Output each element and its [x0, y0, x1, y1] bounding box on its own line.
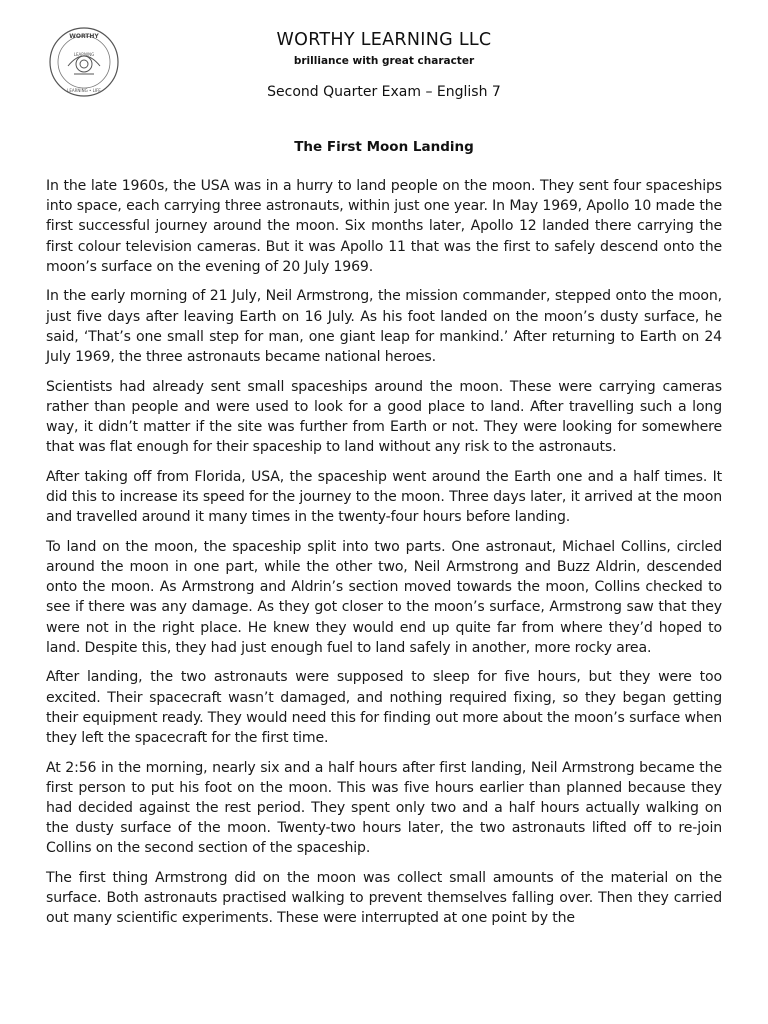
paragraph: Scientists had already sent small spaceships around the moon. These were carrying cameras rather than people and were used to look for a good place to land. After travelling such a long way, it didn’t matter if the site was further from Earth or not. They were looking for somewhere that was flat enough for their spaceship to land without any risk to the astronauts.	[46, 378, 722, 456]
exam-title: Second Quarter Exam – English 7	[267, 84, 501, 100]
paragraph: The first thing Armstrong did on the moon was collect small amounts of the material on the surface. Both astronauts practised walking to prevent themselves falling over. Then they carried out many scientific experiments. These were interrupted at one point by the	[46, 870, 722, 927]
organization-name: WORTHY LEARNING LLC	[276, 30, 492, 50]
paragraph: After taking off from Florida, USA, the spaceship went around the Earth one and a half times. It did this to increase its speed for the journey to the moon. Three days later, it arrived at the moon and travelled around it many times in the twenty-four hours before landing.	[46, 468, 722, 526]
paragraph: In the late 1960s, the USA was in a hurry to land people on the moon. They sent four spaceships into space, each carrying three astronauts, within just one year. In May 1969, Apollo 10 made the first successful journey around the moon. Six months later, Apollo 12 landed there carrying the first colour television cameras. But it was Apollo 11 that was the first to safely descend onto the moon’s surface on the evening of 20 July 1969.	[46, 178, 722, 275]
paragraph: To land on the moon, the spaceship split into two parts. One astronaut, Michael Collins, circled around the moon in one part, while the other two, Neil Armstrong and Buzz Aldrin, descended onto the moon. As Armstrong and Aldrin’s section moved towards the moon, Collins checked to see if there was any damage. As they got closer to the moon’s surface, Armstrong saw that they were not in the right place. He knew they would end up quite far from where they’d hoped to land. Despite this, they had just enough fuel to land safely in another, more rocky area.	[46, 538, 722, 656]
article-title: The First Moon Landing	[294, 139, 474, 155]
logo-text-mid: LEARNING	[73, 52, 95, 57]
paragraph: At 2:56 in the morning, nearly six and a half hours after first landing, Neil Armstrong became the first person to put his foot on the moon. This was five hours earlier than planned because they had decided against the rest period. They spent only two and a half hours actually walking on the dusty surface of the moon. Twenty-two hours later, the two astronauts lifted off to re-join Collins on the second section of the spaceship.	[46, 759, 722, 857]
paragraph: In the early morning of 21 July, Neil Armstrong, the mission commander, stepped onto the moon, just five days after leaving Earth on 16 July. As his foot landed on the moon’s dusty surface, he said, ‘That’s one small step for man, one giant leap for mankind.’ After returning to Earth on 24 July 1969, the three astronauts became national heroes.	[46, 288, 722, 366]
paragraph: After landing, the two astronauts were supposed to sleep for five hours, but they were too excited. Their spacecraft wasn’t damaged, and nothing required fixing, so they began getting their equipment ready. They would need this for finding out more about the moon’s surface when they left the spacecraft for the first time.	[46, 669, 722, 747]
organization-tagline: brilliance with great character	[293, 55, 475, 67]
article-body	[46, 176, 722, 938]
logo-text-bottom: LEARNING • LIFE	[67, 88, 101, 93]
logo-text-top: WORTHY	[69, 33, 99, 40]
